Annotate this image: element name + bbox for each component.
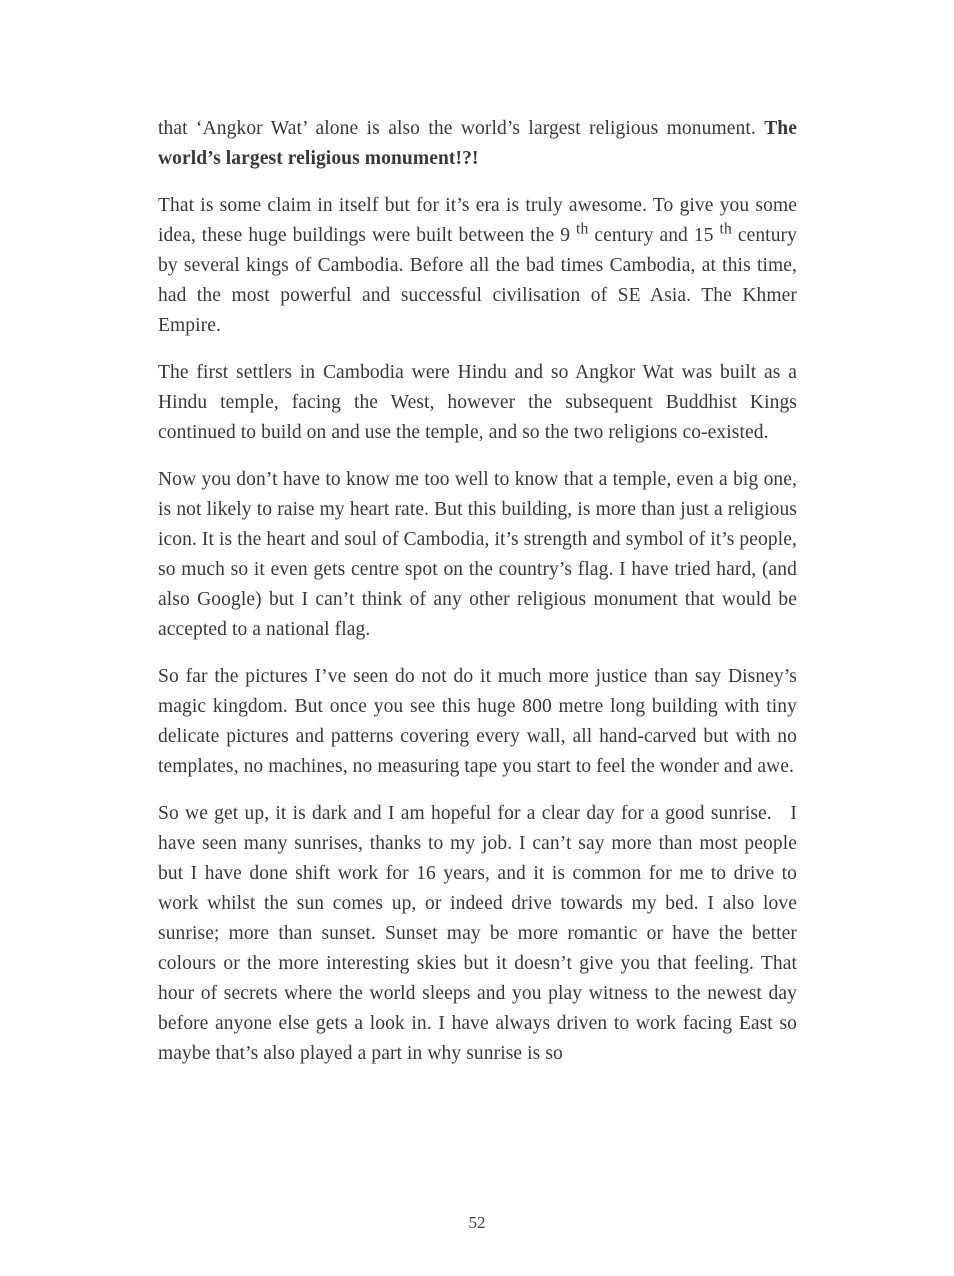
text-run: century by several kings of Cambodia. Before all the bad times Cambodia, at this time, had the most powerful and successful civilisation of SE Asia. The Khmer Empire. [158, 225, 797, 336]
text-run: that ‘Angkor Wat’ alone is also the world’s largest religious monument. [158, 118, 765, 139]
text-run: The first settlers in Cambodia were Hindu and so Angkor Wat was built as a Hindu temple, facing the West, however the subsequent Buddhist Kings continued to build on and use the temple, and so the two religions co-existed. [158, 362, 797, 443]
page-number: 52 [468, 1213, 486, 1232]
paragraph [158, 358, 797, 448]
text-run-sup: th [576, 220, 589, 238]
paragraph [158, 114, 797, 174]
text-run-sup: th [719, 220, 732, 238]
text-run: So we get up, it is dark and I am hopeful for a clear day for a good sunrise. I have seen many sunrises, thanks to my job. I can’t say more than most people but I have done shift work for 16 years, and it is common for me to drive to work whilst the sun comes up, or indeed drive towards my bed. I also love sunrise; more than sunset. Sunset may be more romantic or have the better colours or the more interesting skies but it doesn’t give you that feeling. That hour of secrets where the world sleeps and you play witness to the newest day before anyone else gets a look in. I have always driven to work facing East so maybe that’s also played a part in why sunrise is so [158, 803, 797, 1064]
text-run: Now you don’t have to know me too well to know that a temple, even a big one, is not likely to raise my heart rate. But this building, is more than just a religious icon. It is the heart and soul of Cambodia, it’s strength and symbol of it’s people, so much so it even gets centre spot on the country’s flag. I have tried hard, (and also Google) but I can’t think of any other religious monument that would be accepted to a national flag. [158, 469, 797, 640]
text-run: That is some claim in itself but for it’s era is truly awesome. To give you some idea, these huge buildings were built between the 9 [158, 195, 797, 246]
text-run-bold: The world’s largest religious monument!?! [158, 118, 797, 169]
paragraph [158, 662, 797, 782]
text-run: century and 15 [588, 225, 720, 246]
text-run: So far the pictures I’ve seen do not do it much more justice than say Disney’s magic kingdom. But once you see this huge 800 metre long building with tiny delicate pictures and patterns covering every wall, all hand-carved but with no templates, no machines, no measuring tape you start to feel the wonder and awe. [158, 666, 797, 777]
text-body [158, 114, 797, 1086]
paragraph [158, 191, 797, 341]
paragraph [158, 465, 797, 645]
paragraph [158, 799, 797, 1069]
